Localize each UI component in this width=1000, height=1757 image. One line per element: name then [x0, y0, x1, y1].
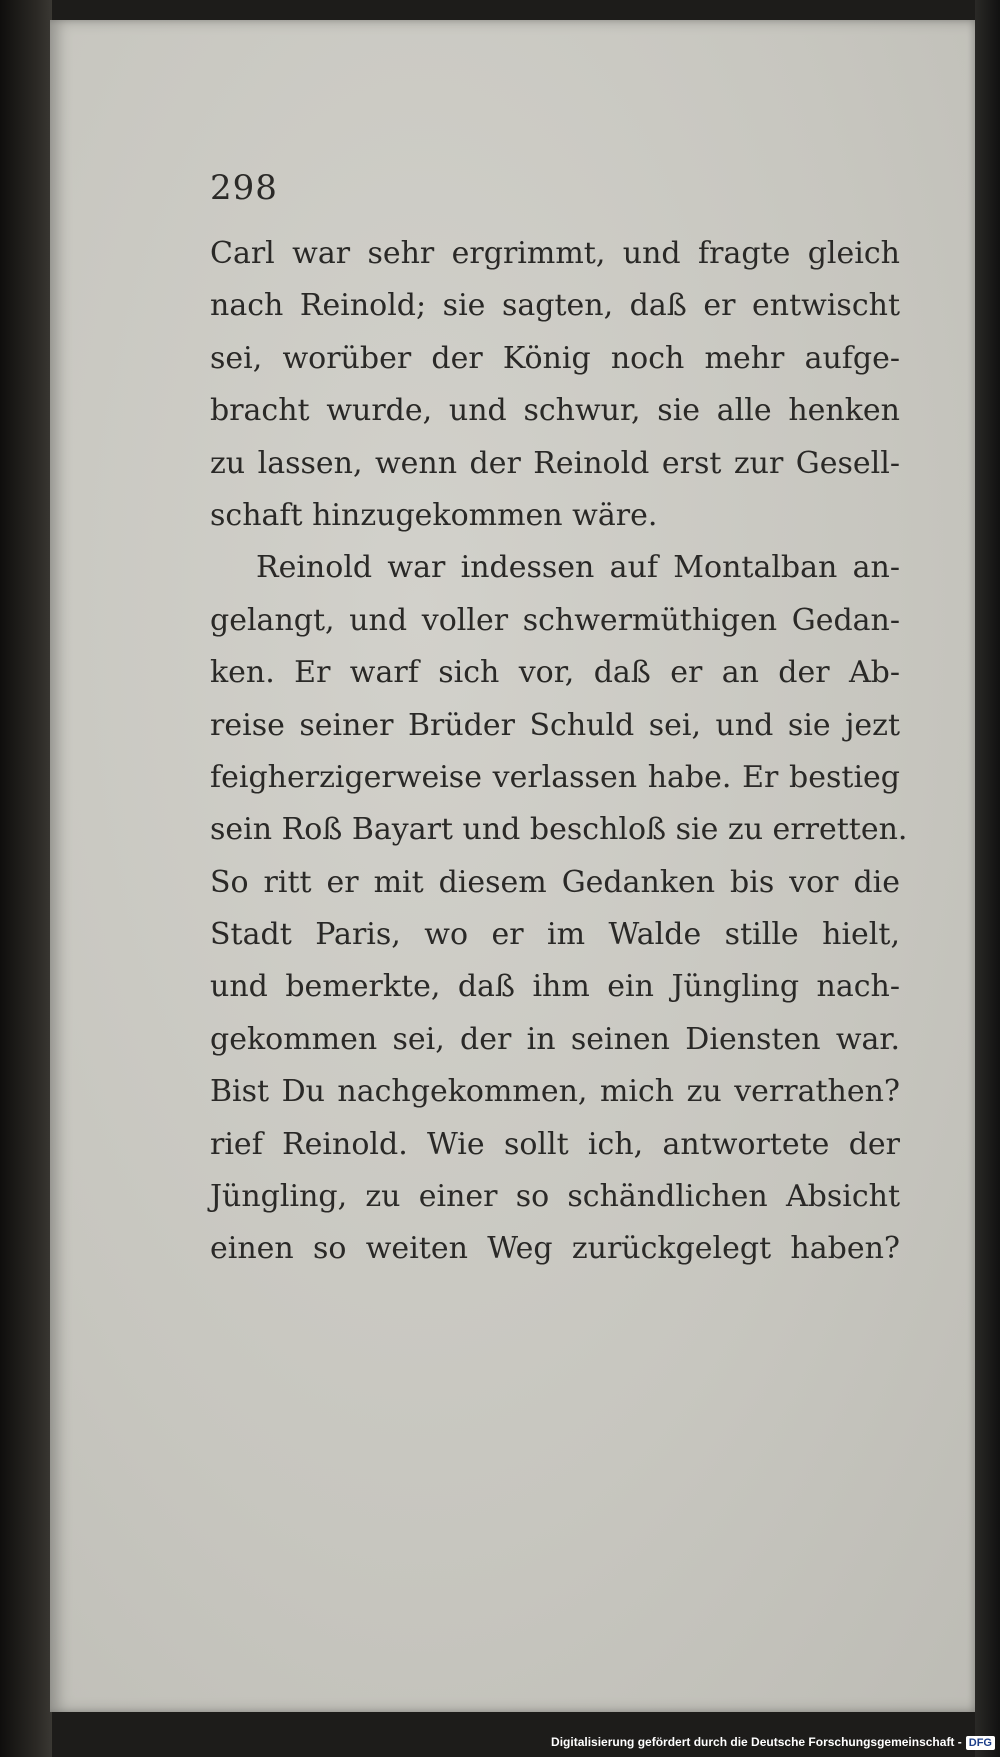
text-line: sein Roß Bayart und beschloß sie zu erretten.	[210, 812, 908, 848]
digitization-credit	[0, 1728, 995, 1757]
text-line: zu lassen, wenn der Reinold erst zur Gesell-	[210, 445, 900, 481]
text-line: Reinold war indessen auf Montalban an-	[256, 550, 900, 586]
text-line: einen so weiten Weg zurückgelegt haben?	[210, 1231, 900, 1267]
page-text	[210, 228, 908, 1276]
text-line: schaft hinzugekommen wäre.	[210, 497, 658, 533]
text-line: ken. Er warf sich vor, daß er an der Ab-	[210, 655, 900, 691]
text-line: So ritt er mit diesem Gedanken bis vor die	[210, 864, 900, 900]
text-line: nach Reinold; sie sagten, daß er entwischt	[210, 288, 900, 324]
text-line: sei, worüber der König noch mehr aufge-	[210, 340, 900, 376]
text-line: gelangt, und voller schwermüthigen Gedan-	[210, 602, 900, 638]
text-line: Jüngling, zu einer so schändlichen Absicht	[210, 1179, 900, 1215]
text-line: reise seiner Brüder Schuld sei, und sie jezt	[210, 707, 900, 743]
scan-right-edge	[975, 0, 1000, 1757]
text-line: bracht wurde, und schwur, sie alle henken	[210, 393, 900, 429]
text-line: gekommen sei, der in seinen Diensten war.	[210, 1021, 900, 1057]
text-line: rief Reinold. Wie sollt ich, antwortete der	[210, 1126, 900, 1162]
credit-text: Digitalisierung gefördert durch die Deutsche Forschungsgemeinschaft -	[551, 1735, 962, 1749]
text-line: Carl war sehr ergrimmt, und fragte gleich	[210, 236, 900, 271]
dfg-logo-icon: DFG	[966, 1736, 995, 1750]
text-line: Bist Du nachgekommen, mich zu verrathen?	[210, 1074, 900, 1110]
text-line: und bemerkte, daß ihm ein Jüngling nach-	[210, 969, 900, 1005]
page-number: 298	[210, 168, 278, 208]
book-binding-edge	[0, 0, 52, 1757]
text-line: feigherzigerweise verlassen habe. Er bestieg	[210, 759, 900, 795]
text-line: Stadt Paris, wo er im Walde stille hielt,	[210, 917, 900, 953]
